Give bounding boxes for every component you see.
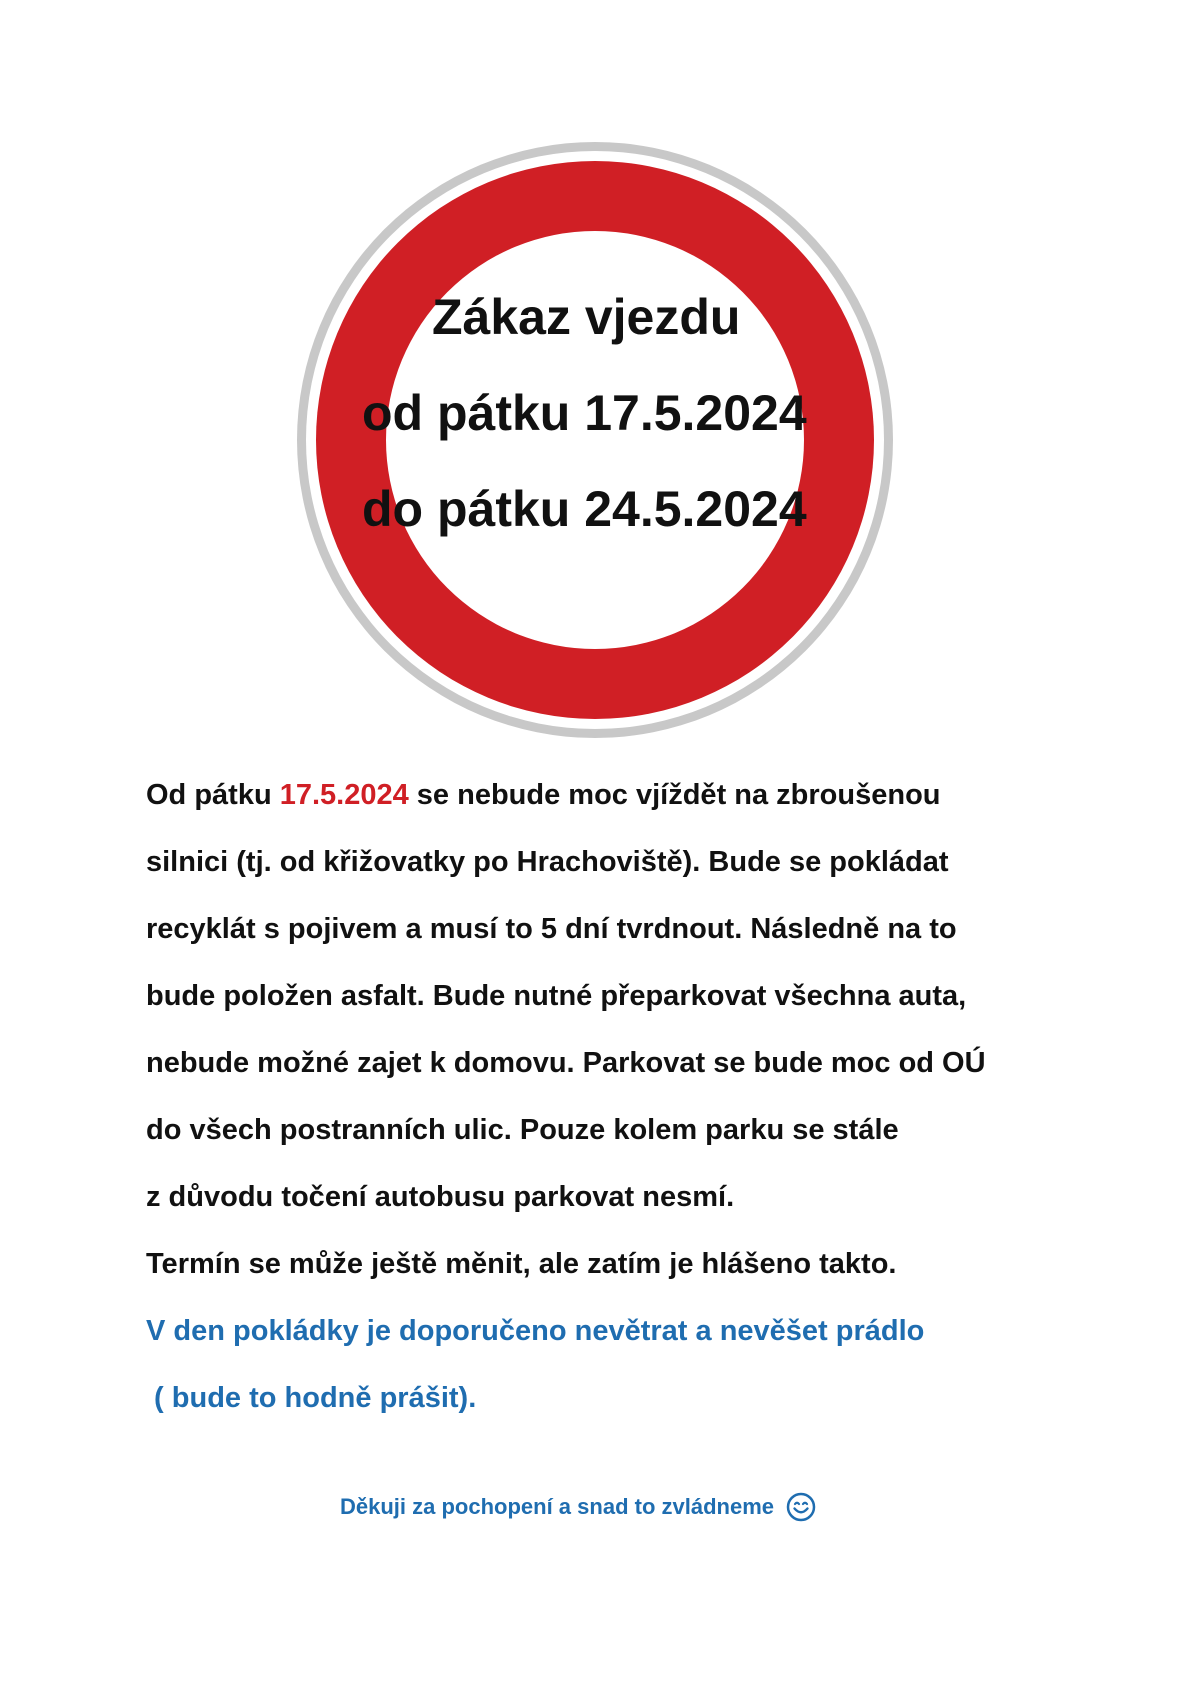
- notice-line-2: silnici (tj. od křižovatky po Hrachoviště). Bude se pokládat: [146, 846, 949, 878]
- notice-line-3: recyklát s pojivem a musí to 5 dní tvrdnout. Následně na to: [146, 913, 957, 945]
- notice-line-8: Termín se může ještě měnit, ale zatím je hlášeno takto.: [146, 1248, 897, 1280]
- notice-line-4: bude položen asfalt. Bude nutné přeparkovat všechna auta,: [146, 980, 967, 1012]
- notice-line-1: [146, 762, 1086, 829]
- notice-line-7: z důvodu točení autobusu parkovat nesmí.: [146, 1181, 735, 1213]
- notice-advice-line-2: ( bude to hodně prášit).: [146, 1382, 477, 1414]
- smiley-icon: [786, 1492, 816, 1522]
- notice-advice-line-1: V den pokládky je doporučeno nevětrat a nevěšet prádlo: [146, 1315, 925, 1347]
- no-entry-sign: [295, 140, 895, 740]
- notice-start-date: 17.5.2024: [279, 779, 409, 811]
- sign-date-to: do pátku 24.5.2024: [362, 481, 807, 537]
- notice-line-5: nebude možné zajet k domovu. Parkovat se bude moc od OÚ: [146, 1047, 986, 1079]
- notice-body: [146, 762, 1086, 1432]
- thanks-text: Děkuji za pochopení a snad to zvládneme: [340, 1494, 774, 1519]
- sign-date-from: od pátku 17.5.2024: [362, 385, 807, 441]
- thanks-note: [340, 1492, 816, 1522]
- sign-title: Zákaz vjezdu: [432, 289, 741, 345]
- notice-line-1-prefix: Od pátku: [146, 779, 280, 811]
- notice-line-1-suffix: se nebude moc vjíždět na zbroušenou: [408, 779, 941, 811]
- notice-line-6: do všech postranních ulic. Pouze kolem parku se stále: [146, 1114, 899, 1146]
- sign-text: [295, 140, 895, 740]
